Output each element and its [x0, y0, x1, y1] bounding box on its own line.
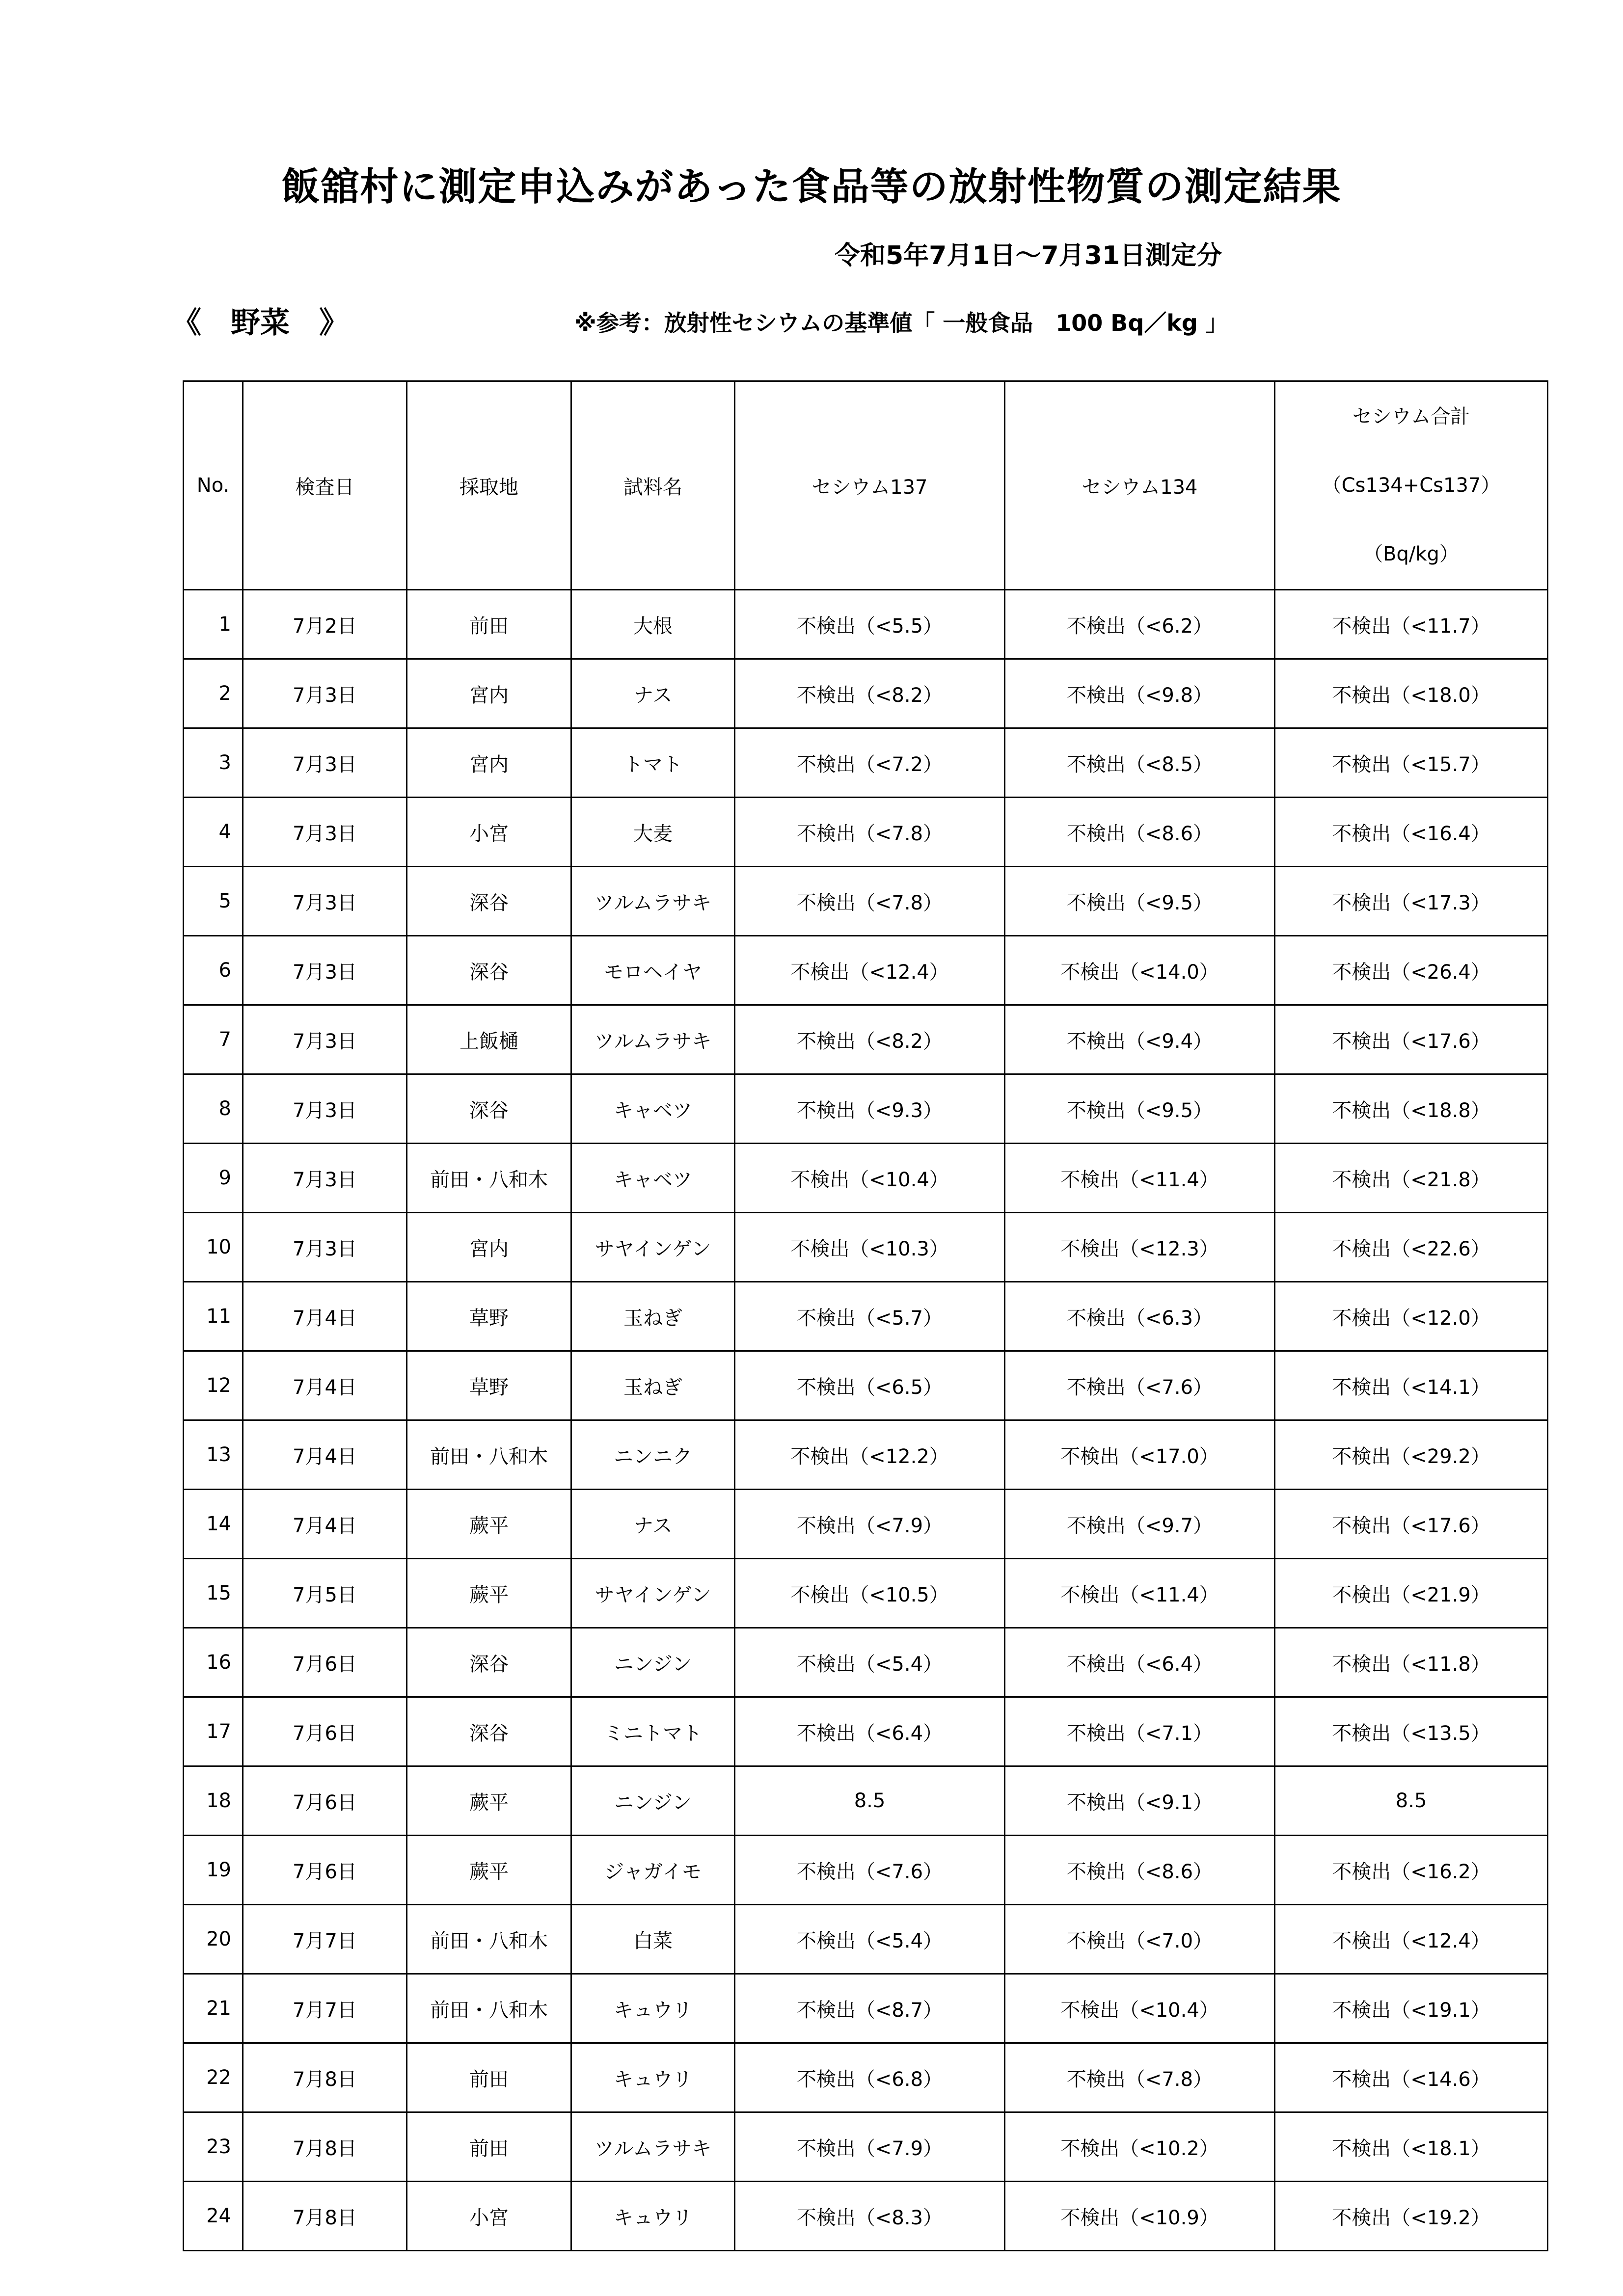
cell-date: 7月3日 [243, 1144, 407, 1213]
cell-total: 不検出（<19.2） [1275, 2182, 1548, 2251]
header-date: 検査日 [243, 381, 407, 590]
cell-total: 不検出（<17.6） [1275, 1490, 1548, 1559]
cell-date: 7月4日 [243, 1490, 407, 1559]
cell-total: 不検出（<13.5） [1275, 1697, 1548, 1766]
cell-location: 草野 [407, 1282, 571, 1351]
cell-cs137: 不検出（<8.2） [735, 1005, 1005, 1074]
cell-date: 7月4日 [243, 1420, 407, 1490]
table-row [184, 936, 1548, 1005]
cell-no: 21 [184, 1974, 243, 2043]
header-total-line3: （Bq/kg） [1363, 543, 1459, 565]
cell-sample: ニンニク [571, 1420, 735, 1490]
cell-no: 20 [184, 1905, 243, 1974]
cell-cs137: 不検出（<12.4） [735, 936, 1005, 1005]
cell-total: 不検出（<22.6） [1275, 1213, 1548, 1282]
cell-cs137: 不検出（<7.8） [735, 867, 1005, 936]
header-sample: 試料名 [571, 381, 735, 590]
cell-location: 蕨平 [407, 1559, 571, 1628]
cell-cs134: 不検出（<6.2） [1005, 590, 1275, 659]
table-row [184, 1490, 1548, 1559]
cell-cs134: 不検出（<9.5） [1005, 867, 1275, 936]
cell-cs137: 不検出（<7.9） [735, 2112, 1005, 2182]
cell-no: 16 [184, 1628, 243, 1697]
table-row [184, 2182, 1548, 2251]
cell-total: 不検出（<15.7） [1275, 728, 1548, 798]
cell-no: 17 [184, 1697, 243, 1766]
cell-date: 7月3日 [243, 1005, 407, 1074]
cell-no: 9 [184, 1144, 243, 1213]
cell-sample: 大根 [571, 590, 735, 659]
table-row [184, 1005, 1548, 1074]
cell-location: 小宮 [407, 2182, 571, 2251]
cell-cs134: 不検出（<9.5） [1005, 1074, 1275, 1144]
document-title: 飯舘村に測定申込みがあった食品等の放射性物質の測定結果 [281, 165, 1342, 209]
cell-cs137: 不検出（<10.4） [735, 1144, 1005, 1213]
cell-sample: 白菜 [571, 1905, 735, 1974]
cell-cs134: 不検出（<8.6） [1005, 1836, 1275, 1905]
cell-date: 7月6日 [243, 1766, 407, 1836]
cell-location: 深谷 [407, 867, 571, 936]
cell-date: 7月4日 [243, 1282, 407, 1351]
cell-cs134: 不検出（<10.4） [1005, 1974, 1275, 2043]
cell-no: 23 [184, 2112, 243, 2182]
cell-sample: ツルムラサキ [571, 2112, 735, 2182]
cell-no: 4 [184, 798, 243, 867]
cell-total: 不検出（<17.6） [1275, 1005, 1548, 1074]
cell-date: 7月3日 [243, 659, 407, 728]
cell-location: 宮内 [407, 1213, 571, 1282]
cell-location: 宮内 [407, 728, 571, 798]
cell-no: 5 [184, 867, 243, 936]
cell-location: 宮内 [407, 659, 571, 728]
cell-cs134: 不検出（<9.8） [1005, 659, 1275, 728]
cell-total: 不検出（<21.8） [1275, 1144, 1548, 1213]
cell-total: 不検出（<29.2） [1275, 1420, 1548, 1490]
cell-date: 7月3日 [243, 728, 407, 798]
cell-total: 不検出（<11.8） [1275, 1628, 1548, 1697]
cell-sample: キュウリ [571, 1974, 735, 2043]
cell-no: 3 [184, 728, 243, 798]
cell-sample: キュウリ [571, 2182, 735, 2251]
table-row [184, 1420, 1548, 1490]
cell-total: 不検出（<18.1） [1275, 2112, 1548, 2182]
cell-cs137: 不検出（<7.6） [735, 1836, 1005, 1905]
cell-cs137: 不検出（<7.2） [735, 728, 1005, 798]
header-no: No. [184, 381, 243, 590]
cell-date: 7月6日 [243, 1697, 407, 1766]
table-row [184, 1628, 1548, 1697]
cell-no: 2 [184, 659, 243, 728]
cell-no: 22 [184, 2043, 243, 2112]
cell-cs137: 不検出（<7.8） [735, 798, 1005, 867]
cell-date: 7月3日 [243, 1213, 407, 1282]
cell-location: 深谷 [407, 1628, 571, 1697]
cell-cs134: 不検出（<17.0） [1005, 1420, 1275, 1490]
cell-location: 前田・八和木 [407, 1420, 571, 1490]
cell-date: 7月3日 [243, 867, 407, 936]
cell-total: 不検出（<18.8） [1275, 1074, 1548, 1144]
cell-no: 14 [184, 1490, 243, 1559]
cell-cs134: 不検出（<11.4） [1005, 1144, 1275, 1213]
cell-cs134: 不検出（<7.8） [1005, 2043, 1275, 2112]
cell-cs134: 不検出（<9.7） [1005, 1490, 1275, 1559]
cell-no: 11 [184, 1282, 243, 1351]
cell-date: 7月5日 [243, 1559, 407, 1628]
cell-cs137: 不検出（<6.4） [735, 1697, 1005, 1766]
cell-location: 深谷 [407, 936, 571, 1005]
cell-location: 前田 [407, 590, 571, 659]
cell-location: 前田・八和木 [407, 1905, 571, 1974]
measurement-period: 令和5年7月1日～7月31日測定分 [835, 241, 1222, 270]
cell-cs137: 不検出（<5.4） [735, 1628, 1005, 1697]
cell-location: 深谷 [407, 1697, 571, 1766]
cell-date: 7月7日 [243, 1905, 407, 1974]
cell-total: 不検出（<26.4） [1275, 936, 1548, 1005]
table-row [184, 1974, 1548, 2043]
cell-cs137: 不検出（<8.7） [735, 1974, 1005, 2043]
cell-total: 不検出（<16.4） [1275, 798, 1548, 867]
cell-date: 7月8日 [243, 2043, 407, 2112]
cell-date: 7月8日 [243, 2182, 407, 2251]
cell-cs134: 不検出（<7.0） [1005, 1905, 1275, 1974]
table-row [184, 2043, 1548, 2112]
cell-sample: モロヘイヤ [571, 936, 735, 1005]
cell-location: 小宮 [407, 798, 571, 867]
table-row [184, 1351, 1548, 1420]
cell-no: 19 [184, 1836, 243, 1905]
cell-cs137: 不検出（<6.5） [735, 1351, 1005, 1420]
cell-location: 前田 [407, 2112, 571, 2182]
cell-location: 蕨平 [407, 1836, 571, 1905]
cell-cs134: 不検出（<8.5） [1005, 728, 1275, 798]
header-total-line2: （Cs134+Cs137） [1322, 474, 1501, 497]
cell-total: 不検出（<21.9） [1275, 1559, 1548, 1628]
cell-no: 8 [184, 1074, 243, 1144]
header-total [1275, 381, 1548, 590]
cell-date: 7月8日 [243, 2112, 407, 2182]
cell-total: 不検出（<12.4） [1275, 1905, 1548, 1974]
table-row [184, 798, 1548, 867]
cell-cs134: 不検出（<6.3） [1005, 1282, 1275, 1351]
cell-sample: キャベツ [571, 1074, 735, 1144]
cell-no: 13 [184, 1420, 243, 1490]
table-body [184, 590, 1548, 2251]
table-row [184, 2112, 1548, 2182]
cell-cs134: 不検出（<7.6） [1005, 1351, 1275, 1420]
cell-no: 7 [184, 1005, 243, 1074]
section-heading: 《 野菜 》 [172, 306, 349, 340]
header-cs137: セシウム137 [735, 381, 1005, 590]
cell-cs137: 8.5 [735, 1766, 1005, 1836]
cell-sample: 大麦 [571, 798, 735, 867]
cell-cs137: 不検出（<6.8） [735, 2043, 1005, 2112]
table-row [184, 1213, 1548, 1282]
cell-cs134: 不検出（<6.4） [1005, 1628, 1275, 1697]
cell-cs137: 不検出（<5.5） [735, 590, 1005, 659]
header-cs134: セシウム134 [1005, 381, 1275, 590]
cell-location: 前田・八和木 [407, 1144, 571, 1213]
cell-date: 7月7日 [243, 1974, 407, 2043]
cell-sample: サヤインゲン [571, 1559, 735, 1628]
cell-cs137: 不検出（<9.3） [735, 1074, 1005, 1144]
table-row [184, 1282, 1548, 1351]
table-row [184, 1836, 1548, 1905]
cell-sample: サヤインゲン [571, 1213, 735, 1282]
cell-cs134: 不検出（<14.0） [1005, 936, 1275, 1005]
cell-location: 蕨平 [407, 1490, 571, 1559]
cell-location: 前田 [407, 2043, 571, 2112]
cell-sample: ツルムラサキ [571, 1005, 735, 1074]
cell-sample: 玉ねぎ [571, 1351, 735, 1420]
cell-total: 不検出（<14.1） [1275, 1351, 1548, 1420]
cell-sample: ニンジン [571, 1766, 735, 1836]
cell-no: 15 [184, 1559, 243, 1628]
cell-cs134: 不検出（<10.2） [1005, 2112, 1275, 2182]
cell-sample: ミニトマト [571, 1697, 735, 1766]
header-row [184, 381, 1548, 590]
cell-date: 7月2日 [243, 590, 407, 659]
cell-total: 不検出（<11.7） [1275, 590, 1548, 659]
cell-cs137: 不検出（<8.3） [735, 2182, 1005, 2251]
cell-date: 7月4日 [243, 1351, 407, 1420]
table-row [184, 1559, 1548, 1628]
cell-cs134: 不検出（<9.1） [1005, 1766, 1275, 1836]
results-table [183, 380, 1548, 2251]
cell-cs134: 不検出（<9.4） [1005, 1005, 1275, 1074]
cell-total: 不検出（<17.3） [1275, 867, 1548, 936]
cell-no: 1 [184, 590, 243, 659]
header-total-line1: セシウム合計 [1352, 405, 1470, 428]
cell-total: 不検出（<14.6） [1275, 2043, 1548, 2112]
cell-sample: ジャガイモ [571, 1836, 735, 1905]
table-row [184, 659, 1548, 728]
table-row [184, 728, 1548, 798]
cell-sample: トマト [571, 728, 735, 798]
cell-cs134: 不検出（<7.1） [1005, 1697, 1275, 1766]
table-row [184, 1905, 1548, 1974]
cell-sample: キュウリ [571, 2043, 735, 2112]
cell-location: 前田・八和木 [407, 1974, 571, 2043]
table-row [184, 1766, 1548, 1836]
cell-cs137: 不検出（<10.3） [735, 1213, 1005, 1282]
cell-cs137: 不検出（<10.5） [735, 1559, 1005, 1628]
cell-sample: ニンジン [571, 1628, 735, 1697]
header-location: 採取地 [407, 381, 571, 590]
cell-sample: ツルムラサキ [571, 867, 735, 936]
cell-cs137: 不検出（<5.4） [735, 1905, 1005, 1974]
cell-sample: ナス [571, 659, 735, 728]
reference-note: ※参考：放射性セシウムの基準値「 一般食品 100 Bq／kg 」 [574, 310, 1228, 336]
cell-total: 不検出（<16.2） [1275, 1836, 1548, 1905]
table-row [184, 867, 1548, 936]
cell-cs137: 不検出（<12.2） [735, 1420, 1005, 1490]
cell-total: 不検出（<18.0） [1275, 659, 1548, 728]
table-row [184, 1144, 1548, 1213]
cell-cs137: 不検出（<8.2） [735, 659, 1005, 728]
cell-date: 7月6日 [243, 1628, 407, 1697]
cell-cs134: 不検出（<12.3） [1005, 1213, 1275, 1282]
cell-no: 24 [184, 2182, 243, 2251]
table-row [184, 590, 1548, 659]
cell-sample: 玉ねぎ [571, 1282, 735, 1351]
cell-location: 蕨平 [407, 1766, 571, 1836]
cell-total: 不検出（<19.1） [1275, 1974, 1548, 2043]
cell-date: 7月6日 [243, 1836, 407, 1905]
cell-no: 12 [184, 1351, 243, 1420]
cell-sample: ナス [571, 1490, 735, 1559]
cell-location: 上飯樋 [407, 1005, 571, 1074]
cell-cs137: 不検出（<7.9） [735, 1490, 1005, 1559]
cell-location: 深谷 [407, 1074, 571, 1144]
cell-sample: キャベツ [571, 1144, 735, 1213]
cell-date: 7月3日 [243, 798, 407, 867]
cell-cs134: 不検出（<11.4） [1005, 1559, 1275, 1628]
cell-date: 7月3日 [243, 936, 407, 1005]
cell-total: 不検出（<12.0） [1275, 1282, 1548, 1351]
cell-no: 18 [184, 1766, 243, 1836]
cell-date: 7月3日 [243, 1074, 407, 1144]
table-row [184, 1697, 1548, 1766]
cell-no: 10 [184, 1213, 243, 1282]
table-row [184, 1074, 1548, 1144]
cell-no: 6 [184, 936, 243, 1005]
cell-cs137: 不検出（<5.7） [735, 1282, 1005, 1351]
cell-total: 8.5 [1275, 1766, 1548, 1836]
cell-cs134: 不検出（<10.9） [1005, 2182, 1275, 2251]
cell-location: 草野 [407, 1351, 571, 1420]
cell-cs134: 不検出（<8.6） [1005, 798, 1275, 867]
